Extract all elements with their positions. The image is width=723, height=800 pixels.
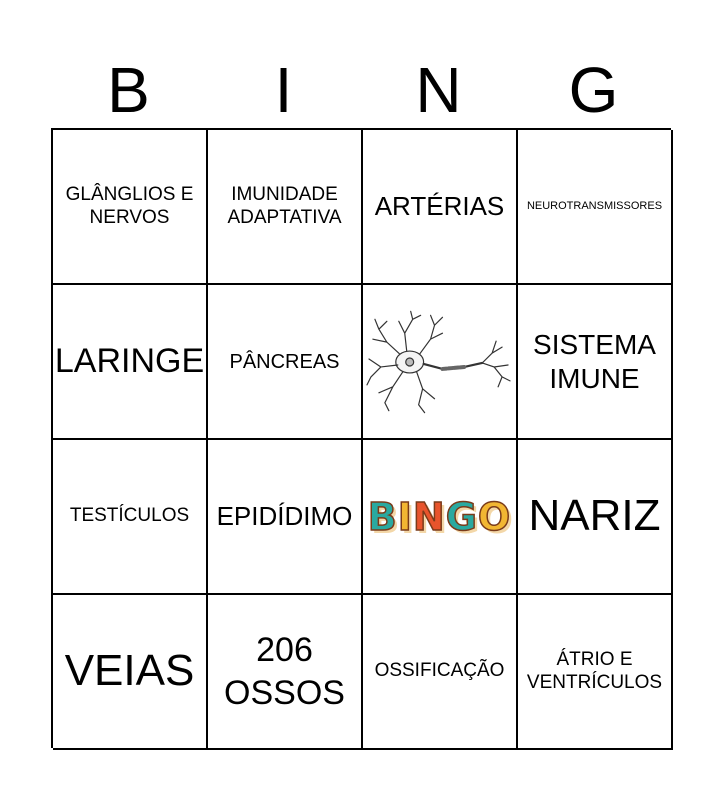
- bingo-cell[interactable]: [208, 130, 363, 285]
- bingo-cell[interactable]: [363, 130, 518, 285]
- bingo-cell[interactable]: [518, 285, 673, 440]
- cell-text: GLÂNGLIOS E NERVOS: [65, 183, 194, 228]
- bingo-cell[interactable]: [518, 595, 673, 750]
- bingo-cell[interactable]: [208, 595, 363, 750]
- bingo-logo: [368, 495, 511, 539]
- header-letter-g: G: [568, 54, 619, 126]
- bingo-cell[interactable]: [53, 440, 208, 595]
- bingo-cell[interactable]: [363, 595, 518, 750]
- bingo-cell[interactable]: [518, 130, 673, 285]
- cell-text: SISTEMA IMUNE: [533, 328, 656, 394]
- logo-letter: N: [412, 494, 446, 539]
- free-space-cell[interactable]: [363, 440, 518, 595]
- cell-text: LARINGE: [54, 342, 205, 381]
- cell-text: IMUNIDADE ADAPTATIVA: [227, 183, 342, 228]
- cell-text: NEUROTRANSMISSORES: [526, 199, 663, 212]
- logo-letter: I: [397, 494, 413, 539]
- cell-text: NARIZ: [528, 491, 661, 541]
- bingo-cell[interactable]: [363, 285, 518, 440]
- bingo-cell[interactable]: [53, 285, 208, 440]
- bingo-cell[interactable]: [53, 130, 208, 285]
- header-letter-n: N: [415, 54, 462, 126]
- bingo-card-grid: [51, 128, 671, 748]
- bingo-cell[interactable]: [208, 285, 363, 440]
- bingo-cell[interactable]: [518, 440, 673, 595]
- header-letter-b: B: [107, 54, 150, 126]
- logo-letter: O: [477, 494, 512, 539]
- cell-text: 206 OSSOS: [224, 631, 345, 712]
- cell-text: ÁTRIO E VENTRÍCULOS: [526, 648, 663, 693]
- bingo-cell[interactable]: [208, 440, 363, 595]
- header-letter-i: I: [274, 54, 293, 126]
- cell-text: EPIDÍDIMO: [216, 500, 353, 531]
- cell-text: ARTÉRIAS: [374, 190, 505, 221]
- cell-text: TESTÍCULOS: [69, 505, 190, 527]
- cell-text: OSSIFICAÇÃO: [374, 660, 505, 682]
- bingo-cell[interactable]: [53, 595, 208, 750]
- cell-text: VEIAS: [64, 646, 195, 696]
- logo-letter: B: [367, 494, 398, 539]
- logo-letter: G: [445, 494, 478, 539]
- cell-text: PÂNCREAS: [229, 350, 340, 373]
- bingo-header: [51, 52, 671, 128]
- neuron-image: [365, 307, 514, 417]
